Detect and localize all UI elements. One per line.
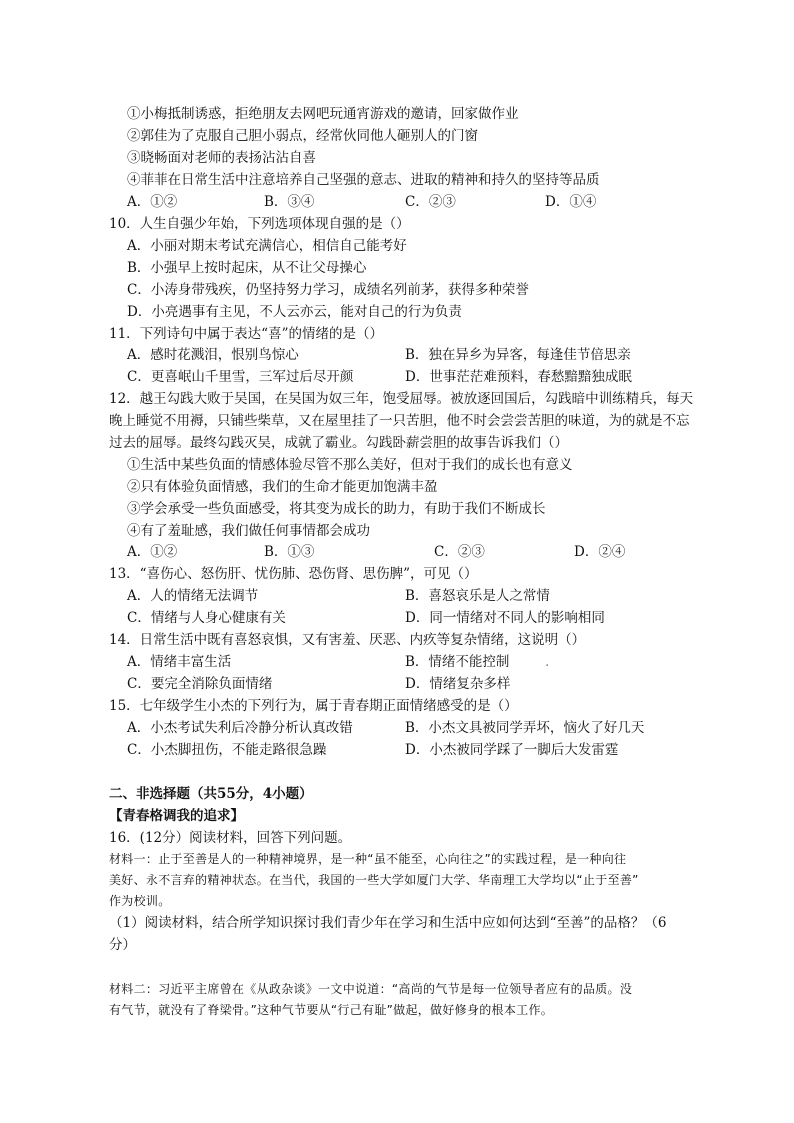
q13-option-c: C．情绪与人身心健康有关	[127, 610, 286, 626]
q14-option-c: C．要完全消除负面情绪	[127, 676, 273, 692]
q15-option-a: A．小杰考试失利后冷静分析认真改错	[127, 720, 353, 736]
material2-line-1: 材料二：习近平主席曾在《从政杂谈》一文中说道：“高尚的气节是每一位领导者应有的品质。没	[109, 982, 633, 996]
material1-line-3: 作为校训。	[109, 894, 171, 908]
q11-option-a: A．感时花溅泪，恨别鸟惊心	[127, 347, 299, 363]
q14-option-b: B．情绪不能控制	[405, 654, 510, 670]
q13-options-row1	[127, 586, 687, 606]
q11-option-d: D．世事茫茫难预料，春愁黯黯独成眠	[405, 369, 632, 385]
q12-item-1: ①生活中某些负面的情感体验尽管不那么美好，但对于我们的成长也有意义	[127, 457, 573, 473]
q10-stem: 10．人生自强少年始，下列选项体现自强的是（）	[109, 216, 410, 232]
material2-line-2: 有气节，就没有了脊梁骨。”这种气节要从“行己有耻”做起，做好修身的根本工作。	[109, 1003, 554, 1017]
q13-option-a: A．人的情绪无法调节	[127, 588, 259, 604]
q10-option-a: A．小丽对期末考试充满信心，相信自己能考好	[127, 238, 407, 254]
section-heading: 二、非选择题（共55分，4小题）	[109, 786, 313, 802]
q11-option-b: B．独在异乡为异客，每逢佳节倍思亲	[405, 347, 631, 363]
q14-option-d: D．情绪复杂多样	[405, 676, 511, 692]
q11-options-row2	[127, 367, 687, 387]
q9-option-c: C．②③	[405, 194, 456, 210]
q12-item-3: ③学会承受一些负面感受，将其变为成长的助力，有助于我们不断成长	[127, 501, 546, 517]
section-subheading: 【青春格调我的追求】	[109, 808, 244, 824]
q12-option-a: A．①②	[127, 544, 178, 560]
q15-option-d: D．小杰被同学踩了一脚后大发雷霆	[405, 742, 619, 758]
q9-item-2: ②郭佳为了克服自己胆小弱点，经常伙同他人砸别人的门窗	[127, 128, 478, 144]
q12-option-c: C．②③	[434, 544, 485, 560]
q15-options-row2	[127, 740, 687, 760]
q9-item-4: ④菲菲在日常生活中注意培养自己坚强的意志、进取的精神和持久的坚持等品质	[127, 172, 600, 188]
q12-stem-line-1: 12．越王勾践大败于吴国，在吴国为奴三年，饱受屈辱。被放逐回国后，勾践暗中训练精兵，每天	[109, 391, 694, 407]
material1-line-1: 材料一：止于至善是人的一种精神境界，是一种“虽不能至，心向往之”的实践过程，是一种向往	[109, 852, 627, 866]
q9-options	[127, 192, 687, 212]
q16-1-line-2: 分）	[109, 937, 136, 953]
q15-options-row1	[127, 718, 687, 738]
q14-option-a: A．情绪丰富生活	[127, 654, 232, 670]
q14-options-row2	[127, 674, 687, 694]
stray-dot-mark: .	[545, 654, 550, 670]
material1-line-2: 美好、永不言弃的精神状态。在当代，我国的一些大学如厦门大学、华南理工大学均以“止于至善”	[109, 873, 639, 887]
q9-option-b: B．③④	[264, 194, 315, 210]
q13-option-d: D．同一情绪对不同人的影响相同	[405, 610, 605, 626]
q13-option-b: B．喜怒哀乐是人之常情	[405, 588, 550, 604]
q12-stem-line-3: 过去的屈辱。最终勾践灭吴，成就了霸业。勾践卧薪尝胆的故事告诉我们（）	[109, 435, 568, 451]
q13-stem: 13．“喜伤心、怒伤肝、忧伤肺、恐伤肾、思伤脾”，可见（）	[109, 566, 478, 582]
q10-option-c: C．小涛身带残疾，仍坚持努力学习，成绩名列前茅，获得多种荣誉	[127, 282, 529, 298]
q12-item-2: ②只有体验负面情感，我们的生命才能更加饱满丰盈	[127, 479, 438, 495]
q11-options-row1	[127, 345, 687, 365]
q9-item-3: ③晓畅面对老师的表扬沾沾自喜	[127, 150, 316, 166]
q15-stem: 15．七年级学生小杰的下列行为，属于青春期正面情绪感受的是（）	[109, 698, 518, 714]
q15-option-b: B．小杰文具被同学弄坏，恼火了好几天	[405, 720, 645, 736]
q9-option-a: A．①②	[127, 194, 178, 210]
q15-option-c: C．小杰脚扭伤，不能走路很急躁	[127, 742, 327, 758]
q14-stem: 14．日常生活中既有喜怒哀惧，又有害羞、厌恶、内疚等复杂情绪，这说明（）	[109, 632, 586, 648]
q10-option-b: B．小强早上按时起床，从不让父母操心	[127, 260, 367, 276]
q12-options	[127, 542, 687, 562]
q10-option-d: D．小亮遇事有主见，不人云亦云，能对自己的行为负责	[127, 304, 462, 320]
q11-option-c: C．更喜岷山千里雪，三军过后尽开颜	[127, 369, 354, 385]
q12-option-d: D．②④	[574, 544, 626, 560]
q14-options-row1	[127, 652, 687, 672]
q13-options-row2	[127, 608, 687, 628]
q12-stem-line-2: 晚上睡觉不用褥，只铺些柴草，又在屋里挂了一只苦胆，他不时会尝尝苦胆的味道，为的就是不忘	[109, 413, 690, 429]
q9-item-1: ①小梅抵制诱惑，拒绝朋友去网吧玩通宵游戏的邀请，回家做作业	[127, 106, 519, 122]
q11-stem: 11．下列诗句中属于表达“喜”的情绪的是（）	[109, 326, 383, 342]
q16-stem: 16．(12分）阅读材料，回答下列问题。	[109, 830, 352, 846]
q12-option-b: B．①③	[264, 544, 315, 560]
q12-item-4: ④有了羞耻感，我们做任何事情都会成功	[127, 523, 370, 539]
q9-option-d: D．①④	[545, 194, 597, 210]
q16-1-line-1: （1）阅读材料，结合所学知识探讨我们青少年在学习和生活中应如何达到“至善”的品格？（6	[109, 915, 667, 931]
